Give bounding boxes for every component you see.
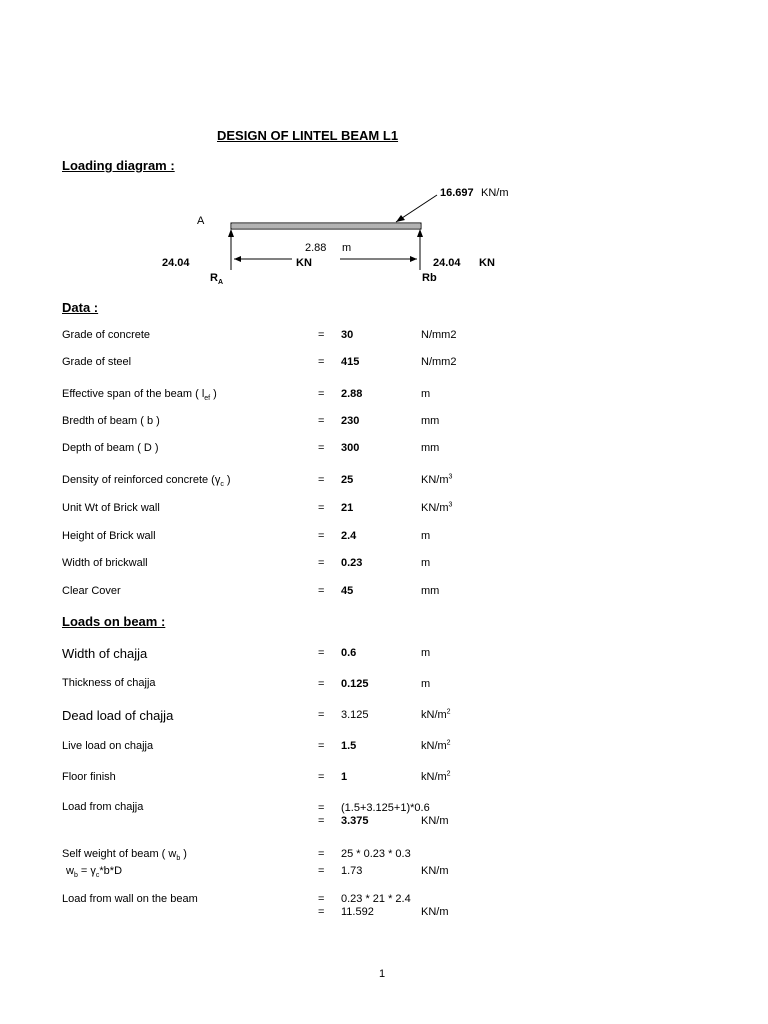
row-label: Live load on chajja [62, 740, 154, 752]
equals-sign: = [318, 329, 325, 341]
row-label: Width of brickwall [62, 557, 148, 569]
wall-load-unit: KN/m [421, 906, 449, 918]
row-label: Bredth of beam ( b ) [62, 415, 160, 427]
loads-heading: Loads on beam : [62, 614, 166, 629]
span-dimension-right-arrowhead [410, 256, 417, 262]
equals-sign: = [318, 865, 325, 877]
equals-sign: = [318, 585, 325, 597]
row-label: Width of chajja [62, 646, 148, 661]
page-number: 1 [379, 968, 386, 980]
row-unit: $kN/m^2$ [421, 770, 451, 783]
page-title: DESIGN OF LINTEL BEAM L1 [217, 128, 399, 143]
row-unit: N/mm2 [421, 329, 457, 341]
equals-sign: = [318, 442, 325, 454]
equals-sign: = [318, 647, 325, 659]
row-unit: m [421, 647, 431, 659]
equals-sign: = [318, 815, 325, 827]
reaction-b-label: Rb [422, 272, 437, 284]
row-unit: $kN/m^2$ [421, 708, 451, 721]
row-value: 2.88 [341, 388, 363, 400]
wall-load-expression: 0.23 * 21 * 2.4 [341, 893, 411, 905]
support-a-label: A [197, 215, 205, 227]
row-label: Effective span of the beam ( $l_{ef}$ ) [62, 388, 217, 403]
row-value: 1 [341, 771, 348, 783]
equals-sign: = [318, 415, 325, 427]
row-unit: $KN/m^3$ [421, 473, 453, 486]
self-weight-label: Self weight of beam ( $w_b$ ) [62, 848, 187, 863]
equals-sign: = [318, 848, 325, 860]
row-value: 230 [341, 415, 360, 427]
equals-sign: = [318, 678, 325, 690]
row-value: 0.125 [341, 678, 369, 690]
self-weight-value: 1.73 [341, 865, 363, 877]
row-value: 45 [341, 585, 354, 597]
row-value: 2.4 [341, 530, 357, 542]
row-unit: m [421, 678, 431, 690]
row-label: Unit Wt of Brick wall [62, 502, 160, 514]
span-value: 2.88 [305, 242, 327, 254]
row-unit: mm [421, 415, 440, 427]
beam-udl-bar [231, 223, 421, 229]
equals-sign: = [318, 530, 325, 542]
equals-sign: = [318, 502, 325, 514]
wall-load-value: 11.592 [341, 906, 374, 918]
reaction-right-unit: KN [479, 257, 495, 269]
self-weight-unit: KN/m [421, 865, 449, 877]
reaction-left-unit: KN [296, 257, 312, 269]
row-value: 30 [341, 329, 354, 341]
chajja-load-value: 3.375 [341, 815, 369, 827]
row-value: 415 [341, 356, 360, 368]
span-unit: m [342, 242, 352, 254]
row-unit: m [421, 530, 431, 542]
reaction-a-label: $R_A$ [210, 272, 224, 287]
reaction-a-value: 24.04 [162, 257, 190, 269]
chajja-load-expression: (1.5+3.125+1)*0.6 [341, 802, 430, 814]
self-weight-expression: 25 * 0.23 * 0.3 [341, 848, 411, 860]
row-label: Grade of steel [62, 356, 132, 368]
reaction-b-arrowhead [417, 229, 423, 237]
row-value: 25 [341, 474, 354, 486]
udl-hatching [233, 224, 419, 228]
row-value: 0.6 [341, 647, 357, 659]
equals-sign: = [318, 771, 325, 783]
chajja-load-unit: KN/m [421, 815, 449, 827]
chajja-load-label: Load from chajja [62, 801, 144, 813]
row-label: Floor finish [62, 771, 116, 783]
equals-sign: = [318, 388, 325, 400]
equals-sign: = [318, 356, 325, 368]
row-unit: $kN/m^2$ [421, 739, 451, 752]
row-value: 1.5 [341, 740, 357, 752]
load-leader-arrowhead [396, 215, 405, 222]
row-unit: N/mm2 [421, 356, 457, 368]
wall-load-label: Load from wall on the beam [62, 893, 198, 905]
row-unit: m [421, 557, 431, 569]
row-label: Density of reinforced concrete ($\gamma_c$ ) [62, 474, 231, 489]
row-unit: mm [421, 442, 440, 454]
equals-sign: = [318, 740, 325, 752]
equals-sign: = [318, 893, 325, 905]
row-value: 3.125 [341, 709, 369, 721]
row-value: 21 [341, 502, 354, 514]
row-label: Dead load of chajja [62, 708, 174, 723]
loading-diagram-heading: Loading diagram : [62, 158, 175, 173]
load-unit: KN/m [481, 187, 509, 199]
equals-sign: = [318, 709, 325, 721]
row-unit: m [421, 388, 431, 400]
equals-sign: = [318, 802, 325, 814]
equals-sign: = [318, 906, 325, 918]
row-label: Grade of concrete [62, 329, 151, 341]
row-value: 300 [341, 442, 360, 454]
self-weight-formula: $w_b = \gamma_c*b*D$ [66, 865, 123, 880]
row-label: Height of Brick wall [62, 530, 156, 542]
row-label: Depth of beam ( D ) [62, 442, 159, 454]
reaction-b-value: 24.04 [433, 257, 461, 269]
data-heading: Data : [62, 300, 99, 315]
row-value: 0.23 [341, 557, 363, 569]
row-unit: mm [421, 585, 440, 597]
row-label: Thickness of chajja [62, 677, 156, 689]
equals-sign: = [318, 557, 325, 569]
equals-sign: = [318, 474, 325, 486]
load-value: 16.697 [440, 187, 474, 199]
span-dimension-left-arrowhead [234, 256, 241, 262]
row-label: Clear Cover [62, 585, 121, 597]
row-unit: $KN/m^3$ [421, 501, 453, 514]
reaction-a-arrowhead [228, 229, 234, 237]
beam-loading-diagram [0, 0, 768, 300]
